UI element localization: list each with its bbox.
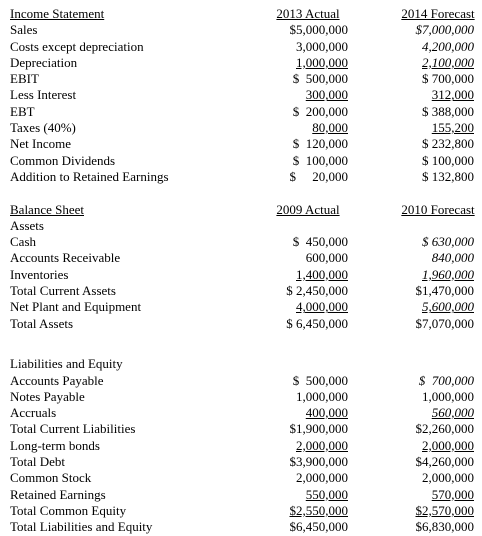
asset-value-col1: 4,000,000: [296, 299, 348, 315]
income-header-row: [10, 6, 480, 22]
asset-value-col2: 1,960,000: [422, 266, 474, 282]
asset-value-col2: 840,000: [431, 250, 474, 266]
liability-label: Common Stock: [10, 470, 92, 486]
asset-value-col1: 1,400,000: [296, 266, 348, 282]
income-value-col2: 4,200,000: [422, 38, 474, 54]
asset-value-col2: 5,600,000: [422, 299, 474, 315]
income-row: [10, 55, 480, 71]
asset-value-col1: $ 450,000: [292, 234, 348, 250]
balance-col1-header: 2009 Actual: [276, 201, 340, 217]
income-row: [10, 87, 480, 103]
liability-row: [10, 389, 480, 405]
liability-label: Total Current Liabilities: [10, 421, 136, 437]
liability-row: [10, 373, 480, 389]
liability-value-col1: $ 500,000: [292, 372, 348, 388]
income-label: Costs except depreciation: [10, 38, 144, 54]
income-col1-header: 2013 Actual: [276, 6, 340, 21]
asset-row: [10, 234, 480, 250]
liability-label: Accounts Payable: [10, 372, 104, 388]
income-label: Net Income: [10, 136, 72, 152]
liability-row: [10, 503, 480, 519]
liability-label: Notes Payable: [10, 388, 85, 404]
income-row: [10, 39, 480, 55]
liability-label: Long-term bonds: [10, 437, 100, 453]
income-value-col1: $ 200,000: [292, 103, 348, 119]
income-value-col2: $ 388,000: [422, 103, 474, 119]
income-value-col1: 1,000,000: [296, 54, 348, 70]
asset-value-col1: $ 2,450,000: [286, 283, 348, 299]
liability-value-col2: $6,830,000: [415, 519, 474, 535]
asset-label: Total Current Assets: [10, 283, 116, 299]
liability-row: [10, 519, 480, 535]
income-value-col1: $ 100,000: [292, 152, 348, 168]
asset-label: Inventories: [10, 266, 69, 282]
asset-value-col2: $ 630,000: [422, 234, 474, 250]
liability-label: Accruals: [10, 405, 57, 421]
income-rows: [10, 22, 480, 185]
asset-row: [10, 267, 480, 283]
income-label: Less Interest: [10, 87, 77, 103]
asset-value-col1: 600,000: [305, 250, 348, 266]
assets-heading: Assets: [10, 217, 44, 233]
income-label: EBT: [10, 103, 35, 119]
liability-value-col1: 1,000,000: [296, 388, 348, 404]
liability-value-col1: 400,000: [305, 405, 348, 421]
liability-row: [10, 438, 480, 454]
income-value-col2: $ 132,800: [422, 168, 474, 184]
income-label: Taxes (40%): [10, 120, 76, 136]
balance-header-row: [10, 202, 480, 218]
income-label: Addition to Retained Earnings: [10, 168, 169, 184]
income-value-col1: 3,000,000: [296, 38, 348, 54]
asset-value-col2: $1,470,000: [415, 283, 474, 299]
liability-value-col1: $3,900,000: [289, 454, 348, 470]
income-value-col2: $ 232,800: [422, 136, 474, 152]
asset-label: Accounts Receivable: [10, 250, 121, 266]
liability-row: [10, 405, 480, 421]
income-value-col2: $7,000,000: [415, 22, 474, 38]
liability-value-col1: $2,550,000: [289, 502, 348, 518]
liability-value-col2: 2,000,000: [422, 470, 474, 486]
liability-label: Retained Earnings: [10, 486, 106, 502]
liability-row: [10, 487, 480, 503]
income-value-col2: $ 700,000: [422, 71, 474, 87]
asset-row: [10, 316, 480, 332]
financial-statements: [10, 6, 480, 536]
income-value-col2: 2,100,000: [422, 54, 474, 70]
liability-label: Total Debt: [10, 454, 66, 470]
liability-value-col2: 1,000,000: [422, 388, 474, 404]
liability-value-col2: 570,000: [431, 486, 474, 502]
income-row: [10, 153, 480, 169]
liability-label: Total Common Equity: [10, 502, 127, 518]
asset-label: Total Assets: [10, 315, 74, 331]
income-value-col1: 300,000: [305, 87, 348, 103]
income-value-col1: 80,000: [312, 120, 348, 136]
income-row: [10, 169, 480, 185]
balance-col2-header: 2010 Forecast: [401, 201, 475, 217]
liability-row: [10, 421, 480, 437]
income-label: Sales: [10, 22, 38, 38]
income-value-col1: $ 20,000: [289, 168, 348, 184]
liability-value-col1: 550,000: [305, 486, 348, 502]
income-value-col2: 312,000: [431, 87, 474, 103]
income-label: Depreciation: [10, 54, 78, 70]
liability-value-col2: 2,000,000: [422, 437, 474, 453]
liability-value-col2: $4,260,000: [415, 454, 474, 470]
asset-rows: [10, 234, 480, 332]
liability-value-col1: $1,900,000: [289, 421, 348, 437]
income-col2-header: 2014 Forecast: [401, 6, 475, 21]
income-value-col2: $ 100,000: [422, 152, 474, 168]
balance-title: Balance Sheet: [10, 201, 84, 217]
liability-row: [10, 454, 480, 470]
liability-value-col2: $2,260,000: [415, 421, 474, 437]
asset-value-col1: $ 6,450,000: [286, 315, 348, 331]
asset-label: Cash: [10, 234, 36, 250]
income-label: Common Dividends: [10, 152, 116, 168]
liab-heading: Liabilities and Equity: [10, 356, 123, 372]
liability-value-col2: 560,000: [431, 405, 474, 421]
income-value-col2: 155,200: [431, 120, 474, 136]
asset-value-col2: $7,070,000: [415, 315, 474, 331]
income-label: EBIT: [10, 71, 39, 87]
assets-heading-row: [10, 218, 480, 234]
asset-row: [10, 299, 480, 315]
liability-value-col2: $ 700,000: [418, 372, 474, 388]
income-row: [10, 104, 480, 120]
liability-value-col1: 2,000,000: [296, 437, 348, 453]
liability-row: [10, 470, 480, 486]
income-value-col1: $ 120,000: [292, 136, 348, 152]
income-row: [10, 120, 480, 136]
income-value-col1: $5,000,000: [289, 22, 348, 38]
income-row: [10, 71, 480, 87]
liability-label: Total Liabilities and Equity: [10, 519, 153, 535]
asset-label: Net Plant and Equipment: [10, 299, 142, 315]
liability-value-col2: $2,570,000: [415, 502, 474, 518]
liability-value-col1: 2,000,000: [296, 470, 348, 486]
liab-heading-row: [10, 356, 480, 372]
income-value-col1: $ 500,000: [292, 71, 348, 87]
income-title: Income Statement: [10, 6, 105, 21]
asset-row: [10, 283, 480, 299]
liability-value-col1: $6,450,000: [289, 519, 348, 535]
income-row: [10, 22, 480, 38]
asset-row: [10, 250, 480, 266]
liab-rows: [10, 373, 480, 536]
income-row: [10, 136, 480, 152]
